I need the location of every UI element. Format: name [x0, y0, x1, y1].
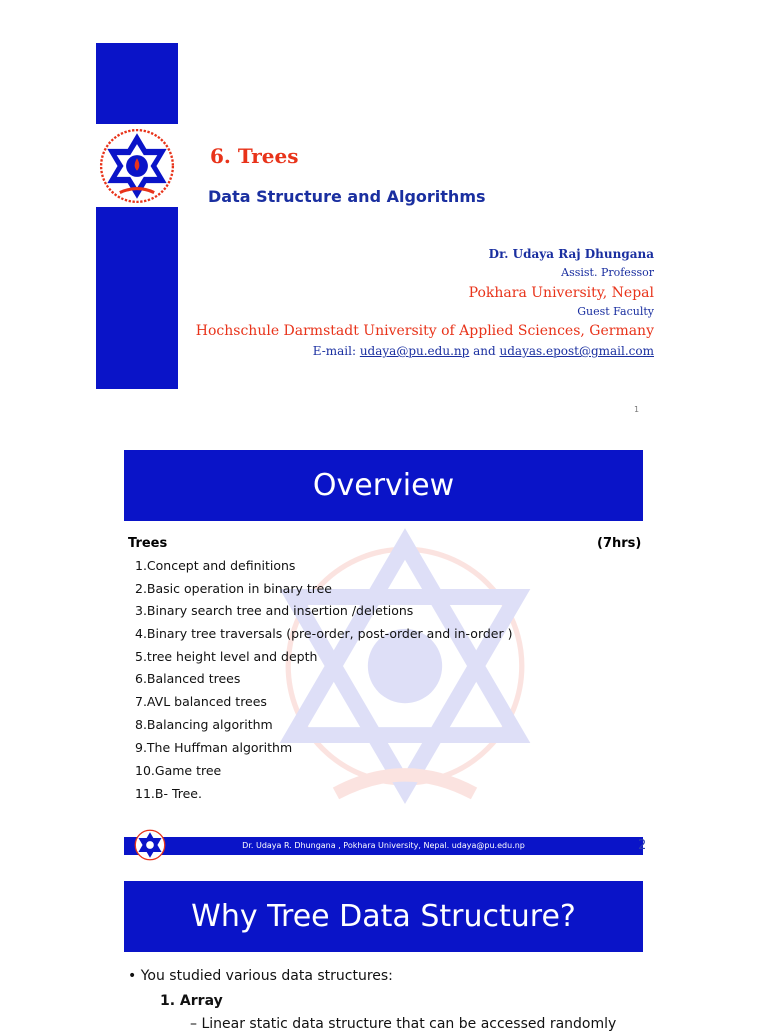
guest-university: Hochschule Darmstadt University of Applied Sciences, Germany — [195, 323, 654, 339]
hours-label: (7hrs) — [597, 536, 642, 551]
overview-item: 1.Concept and definitions — [135, 558, 296, 573]
slide-title: 6. Trees — [210, 144, 299, 168]
overview-item: 9.The Huffman algorithm — [135, 740, 293, 755]
email-line — [313, 344, 654, 358]
watermark-logo-icon — [272, 528, 538, 820]
guest-role: Guest Faculty — [577, 305, 654, 318]
sub-item: 1. Array — [160, 993, 223, 1009]
page-number: 2 — [638, 838, 647, 853]
overview-item: 11.B- Tree. — [135, 786, 202, 801]
author-name: Dr. Udaya Raj Dhungana — [488, 247, 654, 261]
author-role: Assist. Professor — [561, 266, 654, 279]
overview-item: 7.AVL balanced trees — [135, 694, 267, 709]
overview-item: 4.Binary tree traversals (pre-order, post-order and in-order ) — [135, 626, 513, 641]
blue-band-bottom — [96, 207, 178, 389]
footer-text: Dr. Udaya R. Dhungana , Pokhara University, Nepal. udaya@pu.edu.np — [242, 841, 525, 850]
page-number: 1 — [634, 405, 640, 414]
sub-item-description: – Linear static data structure that can be accessed randomly — [190, 1016, 617, 1032]
overview-item: 10.Game tree — [135, 763, 222, 778]
university-name: Pokhara University, Nepal — [468, 285, 654, 301]
why-tree-heading: Why Tree Data Structure? — [124, 881, 643, 952]
overview-item: 6.Balanced trees — [135, 671, 241, 686]
bullet-text: • You studied various data structures: — [128, 968, 393, 984]
section-label: Trees — [128, 536, 168, 551]
email-and: and — [469, 344, 500, 358]
slide-subtitle: Data Structure and Algorithms — [208, 187, 486, 206]
overview-item: 2.Basic operation in binary tree — [135, 581, 332, 596]
email-prefix: E-mail: — [312, 344, 360, 358]
overview-item: 5.tree height level and depth — [135, 649, 318, 664]
overview-heading: Overview — [124, 450, 643, 521]
email-link-1[interactable]: udaya@pu.edu.np — [359, 344, 470, 358]
overview-item: 3.Binary search tree and insertion /deletions — [135, 603, 414, 618]
blue-band-top — [96, 43, 178, 124]
email-link-2[interactable]: udayas.epost@gmail.com — [499, 344, 654, 358]
university-logo-icon — [98, 126, 176, 206]
overview-item: 8.Balancing algorithm — [135, 717, 273, 732]
